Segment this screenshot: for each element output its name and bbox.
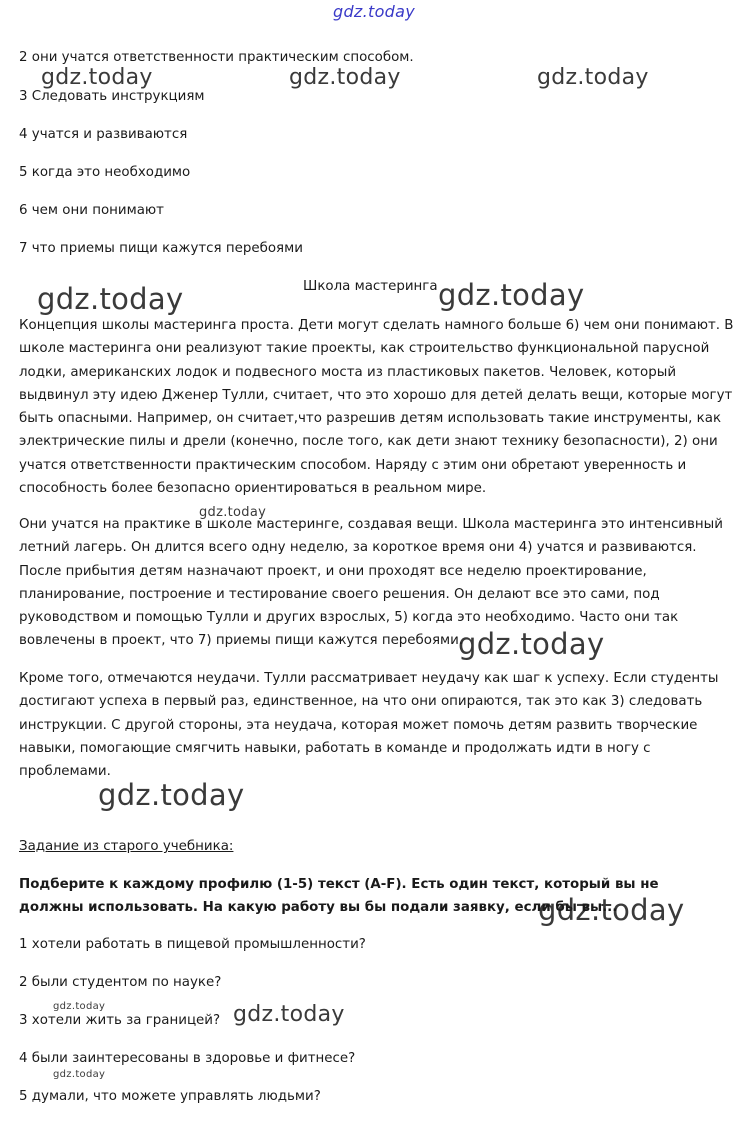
answer-item: 7 что приемы пищи кажутся перебоями <box>19 241 303 256</box>
instruction-text: Подберите к каждому профилю (1-5) текст (A-F). Есть один текст, который вы не должны использовать. На какую работу вы бы подали заявку, если бы вы... <box>19 877 659 916</box>
article-paragraph <box>19 314 735 500</box>
watermark: gdz.today <box>289 65 401 90</box>
question-item: 4 были заинтересованы в здоровье и фитнесе? <box>19 1051 356 1066</box>
watermark: gdz.today <box>199 505 267 520</box>
old-textbook-label: Задание из старого учебника: <box>19 839 234 854</box>
watermark: gdz.today <box>537 65 649 90</box>
article-paragraph <box>19 667 735 783</box>
question-item: 3 хотели жить за границей? <box>19 1013 221 1028</box>
task-instruction <box>19 873 719 920</box>
question-item: 2 были студентом по науке? <box>19 975 222 990</box>
article-title: Школа мастеринга <box>303 279 438 294</box>
paragraph-text: Концепция школы мастеринга проста. Дети могут сделать намного больше 6) чем они понимают. В школе мастеринга они реализуют такие проекты, как строительство функциональной парусной лодки, американских лодок и подвесного моста из пластиковых пакетов. Человек, который выдвинул эту идею Дженер Тулли, считает, что это хорошо для детей делать вещи, которые могут быть опасными. Например, он считает,что разрешив детям использовать такие инструменты, как электрические пилы и дрели (конечно, после того, как дети знают технику безопасности), 2) они учатся ответственности практическим способом. Наряду с этим они обретают уверенность и способность более безопасно ориентироваться в реальном мире. <box>19 318 734 497</box>
watermark: gdz.today <box>37 282 184 316</box>
watermark: gdz.today <box>538 893 685 927</box>
watermark: gdz.today <box>53 1069 106 1080</box>
watermark: gdz.today <box>41 65 153 90</box>
paragraph-text: Они учатся на практике в школе мастеринге, создавая вещи. Школа мастеринга это интенсивный летний лагерь. Он длится всего одну неделю, за короткое время они 4) учатся и развиваются. После прибытия детям назначают проект, и они проходят все неделю проектирование, планирование, построение и тестирование своего решения. Он делают все это сами, под руководством и помощью Тулли и других взрослых, 5) когда это необходимо. Часто они так вовлечены в проект, что 7) приемы пищи кажутся перебоями. <box>19 517 723 649</box>
watermark: gdz.today <box>98 778 245 812</box>
watermark-top: gdz.today <box>333 2 415 21</box>
watermark: gdz.today <box>53 1001 106 1012</box>
watermark: gdz.today <box>233 1002 345 1027</box>
paragraph-text: Кроме того, отмечаются неудачи. Тулли рассматривает неудачу как шаг к успеху. Если студенты достигают успеха в первый раз, единственное, на что они опираются, так это как 3) следовать инструкции. С другой стороны, эта неудача, которая может помочь детям развить творческие навыки, помогающие смягчить навыки, работать в команде и продолжать идти в ногу с проблемами. <box>19 671 719 780</box>
article-paragraph <box>19 513 735 653</box>
answer-item: 6 чем они понимают <box>19 203 164 218</box>
watermark: gdz.today <box>458 627 605 661</box>
answer-item: 3 Следовать инструкциям <box>19 89 205 104</box>
answer-item: 2 они учатся ответственности практическим способом. <box>19 50 414 65</box>
answer-item: 5 когда это необходимо <box>19 165 191 180</box>
watermark: gdz.today <box>438 278 585 312</box>
question-item: 1 хотели работать в пищевой промышленности? <box>19 937 366 952</box>
answer-item: 4 учатся и развиваются <box>19 127 188 142</box>
question-item: 5 думали, что можете управлять людьми? <box>19 1089 321 1104</box>
